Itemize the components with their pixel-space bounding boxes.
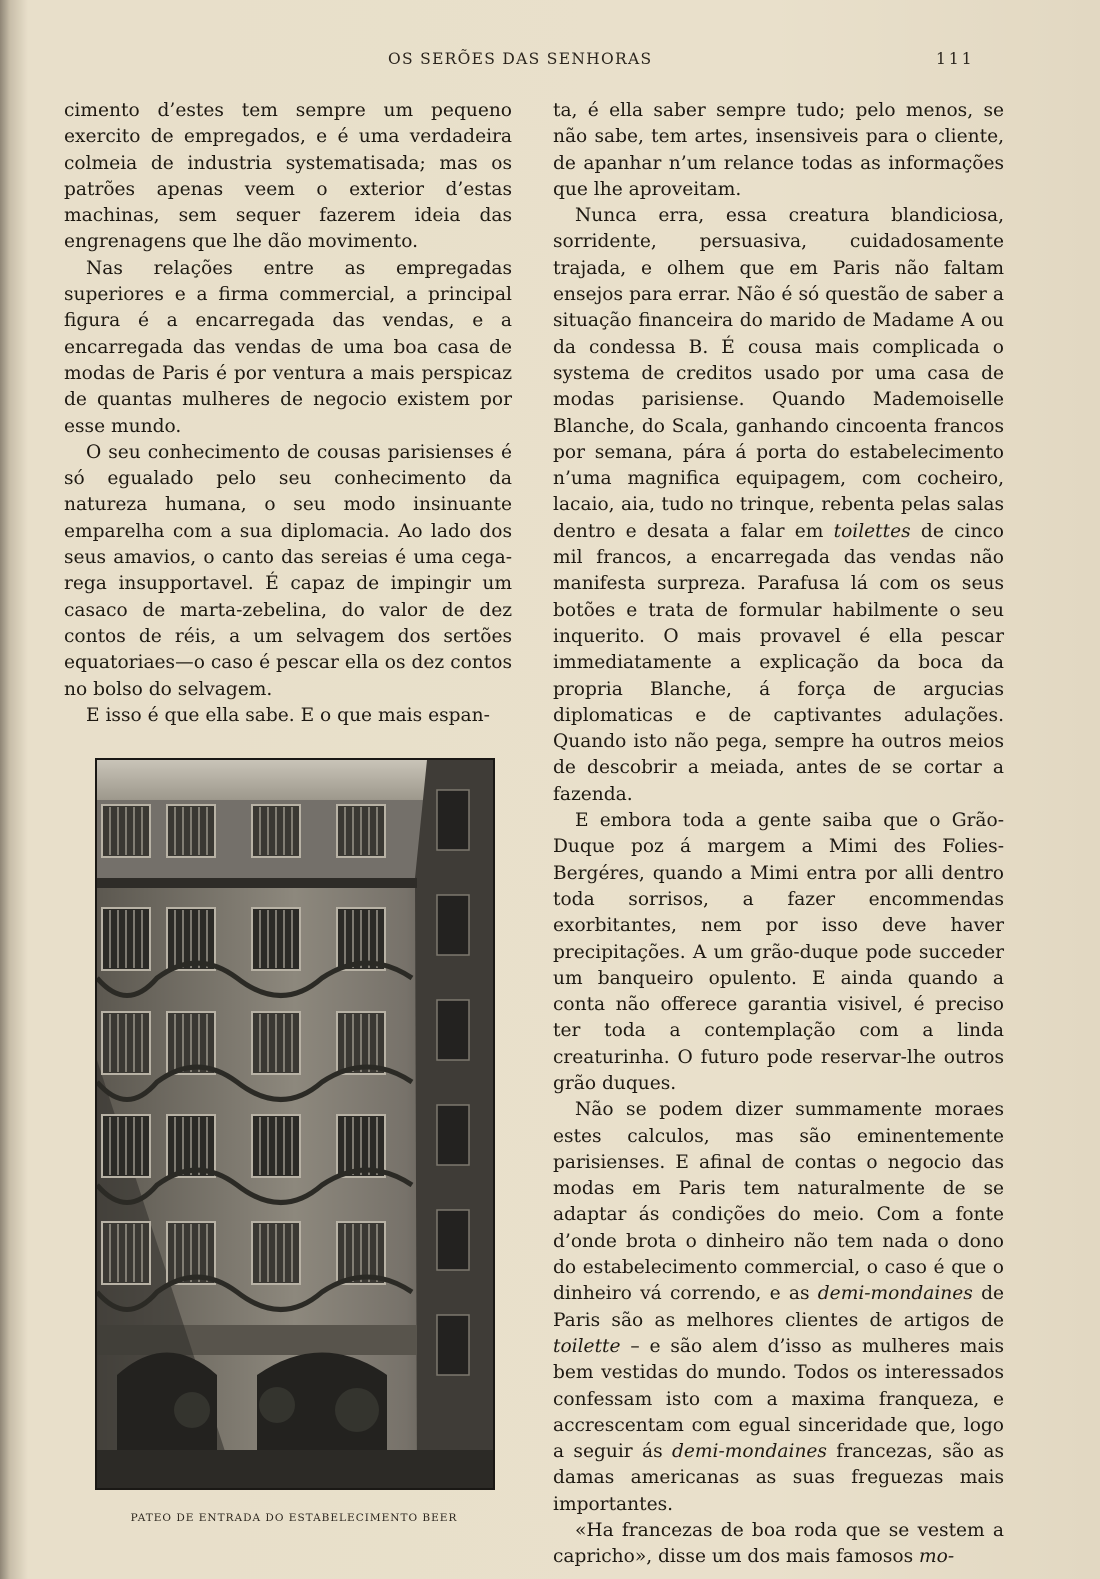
courtyard-photograph	[95, 758, 495, 1490]
text-run: Nunca erra, essa creatura blandiciosa, sorridente, persuasiva, cuidadosamente trajada, e olhem que em Paris não faltam ensejos para errar. Não é só questão de saber a situação financeira do marido de Madame A ou da condessa B. É cousa mais complicada o systema de creditos usado por uma casa de modas parisiense. Quando Mademoiselle Blanche, do Scala, ganhando cincoenta francos por semana, pára á porta do estabelecimento n’uma magnifica equipagem, com cocheiro, lacaio, aia, tudo no trinque, rebenta pelas salas dentro e desata a falar em	[553, 205, 1004, 542]
paragraph	[553, 1097, 1004, 1518]
text-run: francezas, são as damas americanas as suas freguezas mais importantes.	[553, 1441, 1004, 1515]
italic-term: demi-mondaines	[671, 1441, 827, 1463]
photograph-image	[97, 760, 493, 1488]
italic-term: demi-mondaines	[817, 1283, 973, 1305]
paragraph: cimento d’estes tem sempre um pequeno exercito de empregados, e é uma verdadeira colmeia de industria systematisada; mas os patrões apenas veem o exterior d’estas machinas, sem sequer fazerem ideia das engrenagens que lhe dão movimento.	[64, 100, 512, 253]
photo-side-window	[437, 1210, 469, 1270]
paragraph: E embora toda a gente saiba que o Grão-Duque poz á margem a Mimi des Folies-Bergéres, quando a Mimi entra por alli dentro toda sorrisos, a fazer encommendas exorbitantes, nem por isso deve haver precipitações. A um grão-duque pode succeder um banqueiro opulento. E ainda quando a conta não offerece garantia visivel, é preciso ter toda a contemplação com a linda creaturinha. O futuro pode reservar-lhe outros grão duques.	[553, 810, 1004, 1094]
figure-caption: PATEO DE ENTRADA DO ESTABELECIMENTO BEER	[130, 1512, 458, 1524]
left-column	[64, 98, 512, 729]
photo-side-window	[437, 1000, 469, 1060]
paragraph	[553, 203, 1004, 808]
text-run: de cinco mil francos, a encarregada das vendas não manifesta surpreza. Parafusa lá com os seus botões e trata de formular habilmente o seu inquerito. O mais provavel é ella pescar immediatamente a explicação da boca da propria Blanche, á força de argucias diplomaticas e de captivantes adulações. Quando isto não pega, sempre ha outros meios de descobrir a meiada, antes de se cortar a fazenda.	[553, 520, 1005, 805]
text-run: «Ha francezas de boa roda que se vestem a capricho», disse um dos mais famosos	[553, 1520, 1004, 1568]
photo-side-window	[437, 1105, 469, 1165]
paragraph	[553, 1518, 1004, 1571]
photo-side-window	[437, 790, 469, 850]
text-run: – e são alem d’isso as mulheres mais bem vestidas do mundo. Todos os interessados confessam isto com a maxima franqueza, e accrescentam com egual sinceridade que, logo a seguir ás	[553, 1335, 1004, 1463]
italic-term: toilette	[553, 1335, 621, 1357]
paragraph: O seu conhecimento de cousas parisienses é só egualado pelo seu conhecimento da natureza humana, o seu modo insinuante emparelha com a sua diplomacia. Ao lado dos seus amavios, o canto das sereias é uma cega-rega insupportavel. É capaz de impingir um casaco de marta-zebelina, do valor de dez contos de réis, a um selvagem dos sertões equatoriaes—o caso é pescar ella os dez contos no bolso do selvagem.	[64, 441, 512, 700]
photo-side-window	[437, 1315, 469, 1375]
italic-term: toilettes	[833, 520, 911, 542]
page-number: 111	[936, 50, 975, 68]
text-run: Não se podem dizer summamente moraes estes calculos, mas são eminentemente parisienses. E afinal de contas o negocio das modas em Paris tem naturalmente de se adaptar ás condições do meio. Com a fonte d’onde brota o dinheiro não tem nada o dono do estabelecimento commercial, o caso é que o dinheiro vá correndo, e as	[553, 1099, 1004, 1305]
paragraph: ta, é ella saber sempre tudo; pelo menos, se não sabe, tem artes, insensiveis para o cliente, de apanhar n’um relance todas as informações que lhe aproveitam.	[553, 100, 1004, 200]
photo-side-window	[437, 895, 469, 955]
paragraph: E isso é que ella sabe. E o que mais espan-	[86, 704, 490, 726]
paragraph: Nas relações entre as empregadas superiores e a firma commercial, a principal figura é a encarregada das vendas, e a encarregada das vendas de uma boa casa de modas de Paris é por ventura a mais perspicaz de quantas mulheres de negocio existem por esse mundo.	[64, 257, 512, 437]
running-title: OS SERÕES DAS SENHORAS	[388, 50, 653, 68]
italic-term: mo-	[919, 1546, 955, 1568]
text-run: de Paris são as melhores clientes de artigos de	[553, 1283, 1004, 1331]
right-column	[553, 98, 1004, 1571]
